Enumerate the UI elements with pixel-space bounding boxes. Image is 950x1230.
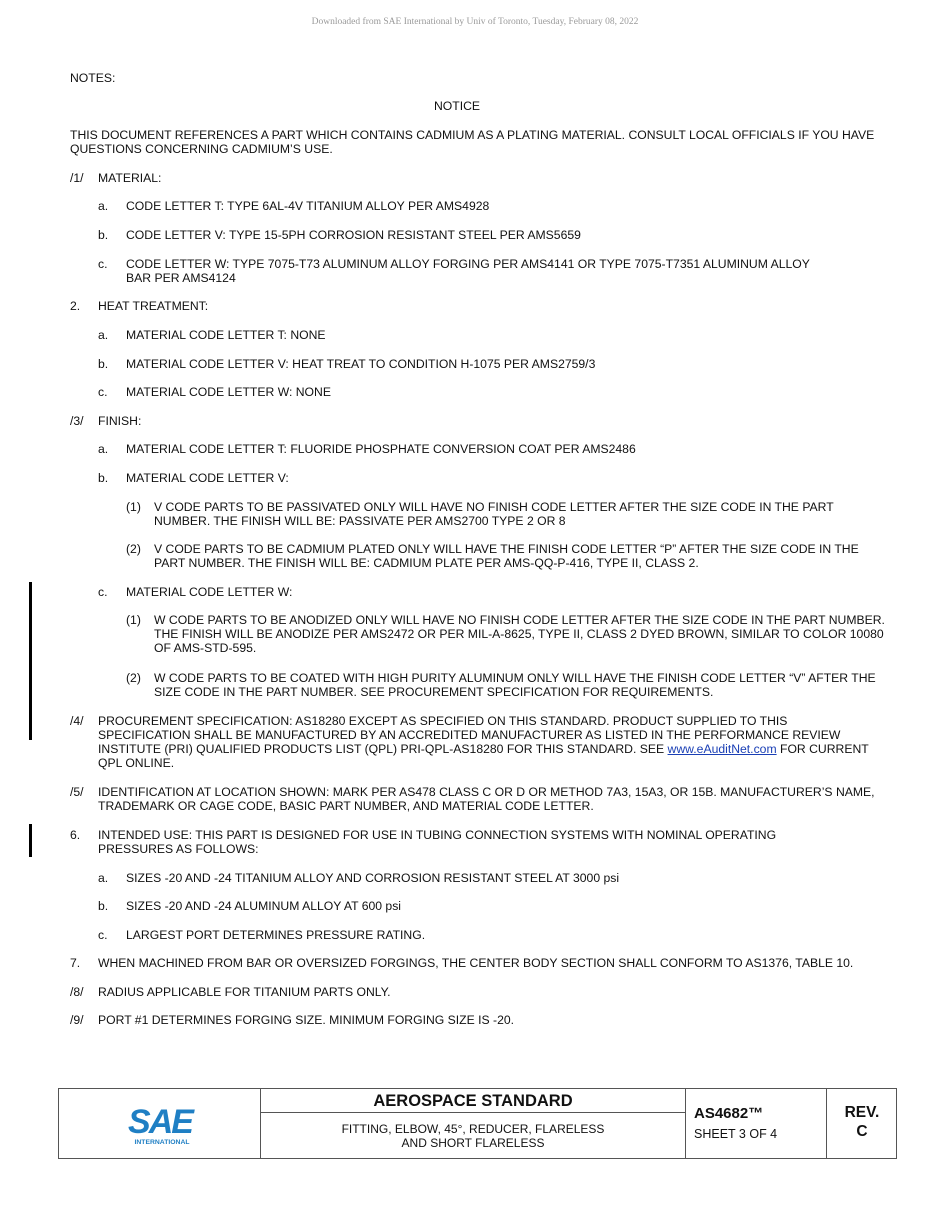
note-3-number: /3/ (70, 414, 84, 428)
note-2-title: HEAT TREATMENT: (98, 299, 209, 313)
note-7-number: 7. (70, 956, 81, 970)
sae-logo-cell (59, 1089, 261, 1158)
note-5-text: IDENTIFICATION AT LOCATION SHOWN: MARK PER AS478 CLASS C OR D OR METHOD 7A3, 15A3, OR 15B. MANUFACTURER’S NAME, TRADEMARK OR CAGE CODE, BASIC PART NUMBER, AND MATERIAL CODE LETTER. (98, 785, 875, 813)
title-block (58, 1088, 897, 1159)
note-6a-text: SIZES -20 AND -24 TITANIUM ALLOY AND CORROSION RESISTANT STEEL AT 3000 psi (126, 871, 620, 885)
note-8-text: RADIUS APPLICABLE FOR TITANIUM PARTS ONLY. (98, 985, 391, 999)
note-3c-text: MATERIAL CODE LETTER W: (126, 585, 293, 599)
note-1-title: MATERIAL: (98, 171, 162, 185)
note-2c-label: c. (98, 385, 108, 399)
note-2a-text: MATERIAL CODE LETTER T: NONE (126, 328, 326, 342)
note-3b2-label: (2) (126, 542, 141, 556)
note-5-number: /5/ (70, 785, 84, 799)
notes-heading: NOTES: (70, 71, 116, 85)
part-title (261, 1122, 685, 1150)
notice-heading: NOTICE (433, 99, 481, 113)
note-3c2-text: W CODE PARTS TO BE COATED WITH HIGH PURITY ALUMINUM ONLY WILL HAVE THE FINISH CODE LETTER “V” AFTER THE SIZE CODE IN THE PART NUMBER. SEE PROCUREMENT SPECIFICATION FOR REQUIREMENTS. (154, 671, 876, 699)
note-2b-label: b. (98, 357, 109, 371)
sae-logo-subtext: INTERNATIONAL (134, 1139, 190, 1146)
note-1a-label: a. (98, 199, 109, 213)
note-3c2-label: (2) (126, 671, 141, 685)
note-6b-label: b. (98, 899, 109, 913)
eauditnet-link[interactable]: www.eAuditNet.com (667, 742, 777, 756)
note-6-text: INTENDED USE: THIS PART IS DESIGNED FOR USE IN TUBING CONNECTION SYSTEMS WITH NOMINAL OPERATING PRESSURES AS FOLLOWS: (98, 828, 777, 856)
note-4-number: /4/ (70, 714, 84, 728)
note-1-number: /1/ (70, 171, 84, 185)
note-4-text-after: FOR CURRENT QPL ONLINE. (98, 742, 869, 770)
note-3a-text: MATERIAL CODE LETTER T: FLUORIDE PHOSPHATE CONVERSION COAT PER AMS2486 (126, 442, 636, 456)
note-6c-label: c. (98, 928, 108, 942)
note-8-number: /8/ (70, 985, 84, 999)
note-9-text: PORT #1 DETERMINES FORGING SIZE. MINIMUM FORGING SIZE IS -20. (98, 1013, 515, 1027)
note-3b-text: MATERIAL CODE LETTER V: (126, 471, 289, 485)
revision-bar (29, 582, 32, 740)
revision-cell (827, 1089, 897, 1158)
note-9-number: /9/ (70, 1013, 84, 1027)
note-3c-label: c. (98, 585, 108, 599)
note-1b-text: CODE LETTER V: TYPE 15-5PH CORROSION RESISTANT STEEL PER AMS5659 (126, 228, 581, 242)
note-1c-text: CODE LETTER W: TYPE 7075-T73 ALUMINUM ALLOY FORGING PER AMS4141 OR TYPE 7075-T7351 ALUMINUM ALLOY BAR PER AMS4124 (126, 257, 810, 285)
revision-label (827, 1103, 897, 1141)
note-2a-label: a. (98, 328, 109, 342)
note-1b-label: b. (98, 228, 109, 242)
note-6c-text: LARGEST PORT DETERMINES PRESSURE RATING. (126, 928, 426, 942)
note-3b-label: b. (98, 471, 109, 485)
note-6-number: 6. (70, 828, 81, 842)
notice-text: THIS DOCUMENT REFERENCES A PART WHICH CONTAINS CADMIUM AS A PLATING MATERIAL. CONSULT LOCAL OFFICIALS IF YOU HAVE QUESTIONS CONCERNING CADMIUM’S USE. (70, 128, 875, 156)
note-3b1-label: (1) (126, 500, 141, 514)
standard-title: AEROSPACE STANDARD (261, 1089, 685, 1113)
revision-heading: REV. (844, 1104, 880, 1121)
note-7-text: WHEN MACHINED FROM BAR OR OVERSIZED FORGINGS, THE CENTER BODY SECTION SHALL CONFORM TO AS1376, TABLE 10. (98, 956, 854, 970)
note-3-title: FINISH: (98, 414, 142, 428)
note-2-number: 2. (70, 299, 81, 313)
note-1c-label: c. (98, 257, 108, 271)
sheet-number: SHEET 3 OF 4 (694, 1127, 778, 1141)
part-title-line-1: FITTING, ELBOW, 45°, REDUCER, FLARELESS (341, 1122, 605, 1136)
note-2c-text: MATERIAL CODE LETTER W: NONE (126, 385, 331, 399)
note-3c1-text: W CODE PARTS TO BE ANODIZED ONLY WILL HAVE NO FINISH CODE LETTER AFTER THE SIZE CODE IN THE PART NUMBER. THE FINISH WILL BE ANODIZE PER AMS2472 OR PER MIL-A-8625, TYPE II, CLASS 2 DYED BROWN, SIMILAR TO COLOR 10080 OF AMS-STD-595. (154, 613, 885, 655)
download-watermark: Downloaded from SAE International by Univ of Toronto, Tuesday, February 08, 2022 (311, 17, 639, 27)
revision-value: C (856, 1123, 868, 1140)
note-3b2-text: V CODE PARTS TO BE CADMIUM PLATED ONLY WILL HAVE THE FINISH CODE LETTER “P” AFTER THE SIZE CODE IN THE PART NUMBER. THE FINISH WILL BE: CADMIUM PLATE PER AMS-QQ-P-416, TYPE II, CLASS 2. (154, 542, 859, 570)
note-4-text (98, 714, 883, 770)
document-number: AS4682™ (694, 1105, 764, 1122)
note-1a-text: CODE LETTER T: TYPE 6AL-4V TITANIUM ALLOY PER AMS4928 (126, 199, 490, 213)
document-number-cell (686, 1089, 827, 1158)
note-6b-text: SIZES -20 AND -24 ALUMINUM ALLOY AT 600 psi (126, 899, 402, 913)
note-3c1-label: (1) (126, 613, 141, 627)
part-title-line-2: AND SHORT FLARELESS (401, 1136, 545, 1150)
sae-logo-mark: SAE (128, 1103, 192, 1141)
revision-bar (29, 824, 32, 857)
note-2b-text: MATERIAL CODE LETTER V: HEAT TREAT TO CONDITION H-1075 PER AMS2759/3 (126, 357, 596, 371)
note-4-text-before: PROCUREMENT SPECIFICATION: AS18280 EXCEPT AS SPECIFIED ON THIS STANDARD. PRODUCT SUPPLIED TO THIS SPECIFICATION SHALL BE MANUFACTURED BY AN ACCREDITED MANUFACTURER AS LISTED IN THE PERFORMANCE REVIEW INSTITUTE (PRI) QUALIFIED PRODUCTS LIST (QPL) PRI-QPL-AS18280 FOR THIS STANDARD. SEE (98, 714, 841, 756)
note-3a-label: a. (98, 442, 109, 456)
sae-logo (59, 1089, 261, 1158)
note-6a-label: a. (98, 871, 109, 885)
title-cell (261, 1089, 686, 1158)
note-3b1-text: V CODE PARTS TO BE PASSIVATED ONLY WILL HAVE NO FINISH CODE LETTER AFTER THE SIZE CODE IN THE PART NUMBER. THE FINISH WILL BE: PASSIVATE PER AMS2700 TYPE 2 OR 8 (154, 500, 834, 528)
